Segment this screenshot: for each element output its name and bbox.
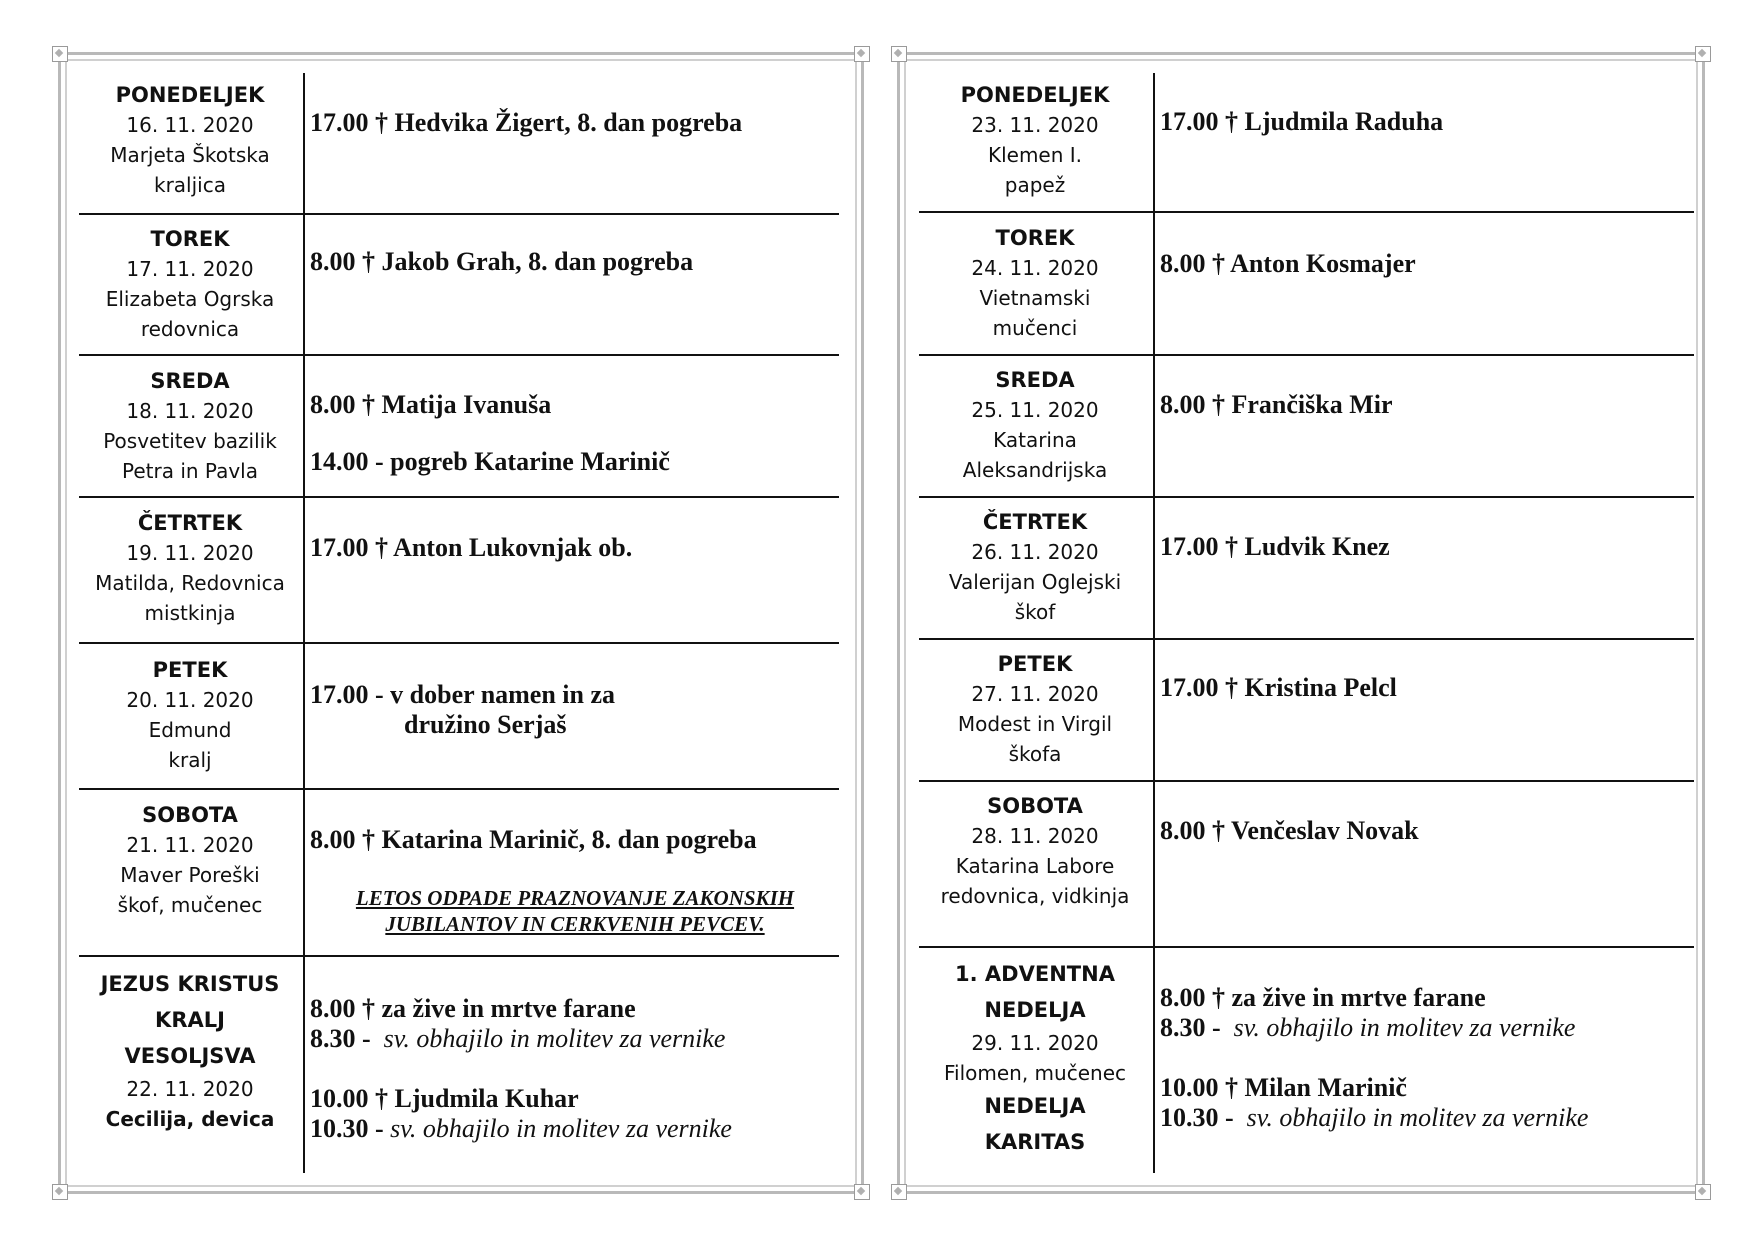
mass-entry: 10.00 † Milan Marinič: [1160, 1073, 1407, 1102]
mass-entry: 17.00 - v dober namen in za: [310, 680, 616, 709]
corner-ornament-icon: [891, 1184, 907, 1200]
saint-line: Edmund: [148, 718, 232, 742]
date: 18. 11. 2020: [126, 399, 254, 423]
saint-line: Petra in Pavla: [122, 459, 258, 483]
corner-ornament-icon: [854, 46, 870, 62]
day-cell: [79, 655, 301, 775]
feast-name: JEZUS KRISTUS: [100, 972, 280, 996]
day-name: SOBOTA: [987, 794, 1083, 818]
corner-ornament-icon: [52, 46, 68, 62]
saint-line: Elizabeta Ogrska: [105, 287, 275, 311]
day-cell: [919, 507, 1151, 627]
notice-text: JUBILANTOV IN CERKVENIH PEVCEV.: [385, 912, 765, 936]
date: 28. 11. 2020: [971, 824, 1099, 848]
feast-name: NEDELJA: [984, 998, 1086, 1022]
feast-extra: KARITAS: [984, 1130, 1086, 1154]
row-divider: [919, 946, 1694, 948]
mass-cell: [1160, 673, 1690, 703]
saint-line: kralj: [168, 748, 212, 772]
row-divider: [79, 213, 839, 215]
saint-line: škof, mučenec: [117, 893, 263, 917]
mass-cell: [310, 994, 840, 1144]
mass-entry: 17.00 † Ljudmila Raduha: [1160, 107, 1444, 136]
day-name: TOREK: [150, 227, 230, 251]
saint-line: Filomen, mučenec: [943, 1061, 1126, 1085]
day-name: PONEDELJEK: [115, 83, 265, 107]
row-divider: [919, 354, 1694, 356]
saint-line: škof: [1014, 600, 1056, 624]
mass-cell: [310, 680, 840, 740]
date: 26. 11. 2020: [971, 540, 1099, 564]
mass-cell: [310, 825, 840, 937]
mass-entry: 8.00 † Katarina Marinič, 8. dan pogreba: [310, 825, 757, 854]
day-cell: [919, 223, 1151, 343]
day-cell: [919, 649, 1151, 769]
saint-line: Matilda, Redovnica: [95, 571, 285, 595]
saint-line: papež: [1004, 173, 1066, 197]
date: 23. 11. 2020: [971, 113, 1099, 137]
date: 16. 11. 2020: [126, 113, 254, 137]
corner-ornament-icon: [854, 1184, 870, 1200]
mass-cell: [1160, 983, 1690, 1133]
saint-line: Katarina: [993, 428, 1077, 452]
mass-cell: [310, 108, 840, 138]
day-cell: [919, 80, 1151, 200]
row-divider: [919, 780, 1694, 782]
day-name: SREDA: [150, 369, 230, 393]
day-name: SOBOTA: [142, 803, 238, 827]
day-name: TOREK: [995, 226, 1075, 250]
day-name: PONEDELJEK: [960, 83, 1110, 107]
mass-entry: 14.00 - pogreb Katarine Marinič: [310, 447, 670, 476]
date: 17. 11. 2020: [126, 257, 254, 281]
date: 22. 11. 2020: [126, 1077, 254, 1101]
feast-name: KRALJ: [155, 1008, 225, 1032]
day-name: PETEK: [152, 658, 228, 682]
communion-entry: 10.30 - sv. obhajilo in molitev za vernike: [1160, 1103, 1589, 1132]
mass-cell: [1160, 390, 1690, 420]
saint-line: Posvetitev bazilik: [103, 429, 277, 453]
mass-entry: 8.00 † Matija Ivanuša: [310, 390, 552, 419]
communion-entry: 8.30 - sv. obhajilo in molitev za vernike: [1160, 1013, 1576, 1042]
communion-entry: 8.30 - sv. obhajilo in molitev za vernike: [310, 1024, 726, 1053]
mass-cell: [310, 390, 840, 477]
mass-entry: 8.00 † za žive in mrtve farane: [1160, 983, 1486, 1012]
day-cell: [919, 791, 1151, 911]
saint-line: škofa: [1008, 742, 1062, 766]
mass-cell: [1160, 249, 1690, 279]
row-divider: [919, 638, 1694, 640]
corner-ornament-icon: [891, 46, 907, 62]
mass-cell: [1160, 532, 1690, 562]
day-cell: [79, 966, 301, 1134]
saint-line: Valerijan Oglejski: [948, 570, 1122, 594]
row-divider: [79, 354, 839, 356]
saint-line: Vietnamski: [979, 286, 1091, 310]
row-divider: [79, 788, 839, 790]
row-divider: [919, 211, 1694, 213]
mass-entry: 8.00 † Anton Kosmajer: [1160, 249, 1416, 278]
day-cell: [79, 80, 301, 200]
saint-line: Katarina Labore: [955, 854, 1115, 878]
saint-line: mučenci: [992, 316, 1078, 340]
date: 27. 11. 2020: [971, 682, 1099, 706]
date: 20. 11. 2020: [126, 688, 254, 712]
communion-entry: 10.30 - sv. obhajilo in molitev za vernike: [310, 1114, 732, 1143]
date: 24. 11. 2020: [971, 256, 1099, 280]
saint-line: redovnica, vidkinja: [940, 884, 1130, 908]
feast-extra: NEDELJA: [984, 1094, 1086, 1118]
mass-entry: 17.00 † Ludvik Knez: [1160, 532, 1390, 561]
mass-entry: 8.00 † Venčeslav Novak: [1160, 816, 1419, 845]
day-cell: [79, 366, 301, 486]
date: 29. 11. 2020: [971, 1031, 1099, 1055]
row-divider: [79, 642, 839, 644]
date: 21. 11. 2020: [126, 833, 254, 857]
saint-line: mistkinja: [144, 601, 236, 625]
corner-ornament-icon: [1695, 46, 1711, 62]
saint-line: Marjeta Škotska: [110, 143, 270, 167]
mass-entry: 8.00 † Frančiška Mir: [1160, 390, 1393, 419]
mass-cell: [310, 533, 840, 563]
mass-cell: [310, 247, 840, 277]
date: 19. 11. 2020: [126, 541, 254, 565]
column-divider: [303, 73, 305, 1173]
saint-line: kraljica: [154, 173, 226, 197]
corner-ornament-icon: [1695, 1184, 1711, 1200]
row-divider: [79, 496, 839, 498]
day-cell: [79, 800, 301, 920]
saint-line: Cecilija, devica: [105, 1107, 275, 1131]
mass-entry: 10.00 † Ljudmila Kuhar: [310, 1084, 579, 1113]
saint-line: Modest in Virgil: [957, 712, 1113, 736]
day-name: ČETRTEK: [137, 511, 243, 535]
mass-entry: 8.00 † Jakob Grah, 8. dan pogreba: [310, 247, 694, 276]
row-divider: [919, 496, 1694, 498]
saint-line: Klemen I.: [987, 143, 1083, 167]
date: 25. 11. 2020: [971, 398, 1099, 422]
saint-line: Aleksandrijska: [962, 458, 1108, 482]
day-cell: [79, 508, 301, 628]
day-name: ČETRTEK: [982, 510, 1088, 534]
day-name: PETEK: [997, 652, 1073, 676]
mass-entry: 17.00 † Kristina Pelcl: [1160, 673, 1397, 702]
day-name: SREDA: [995, 368, 1075, 392]
mass-entry: 17.00 † Anton Lukovnjak ob.: [310, 533, 633, 562]
saint-line: Maver Poreški: [120, 863, 260, 887]
corner-ornament-icon: [52, 1184, 68, 1200]
feast-name: VESOLJSVA: [124, 1044, 256, 1068]
day-cell: [919, 956, 1151, 1160]
row-divider: [79, 955, 839, 957]
column-divider: [1153, 73, 1155, 1173]
feast-name: 1. ADVENTNA: [955, 962, 1115, 986]
saint-line: redovnica: [140, 317, 240, 341]
mass-entry: 8.00 † za žive in mrtve farane: [310, 994, 636, 1023]
mass-cell: [1160, 816, 1690, 846]
mass-entry: 17.00 † Hedvika Žigert, 8. dan pogreba: [310, 108, 743, 137]
notice-text: LETOS ODPADE PRAZNOVANJE ZAKONSKIH: [355, 886, 795, 910]
mass-cell: [1160, 107, 1690, 137]
day-cell: [79, 224, 301, 344]
mass-entry-continued: družino Serjaš: [404, 710, 567, 739]
day-cell: [919, 365, 1151, 485]
